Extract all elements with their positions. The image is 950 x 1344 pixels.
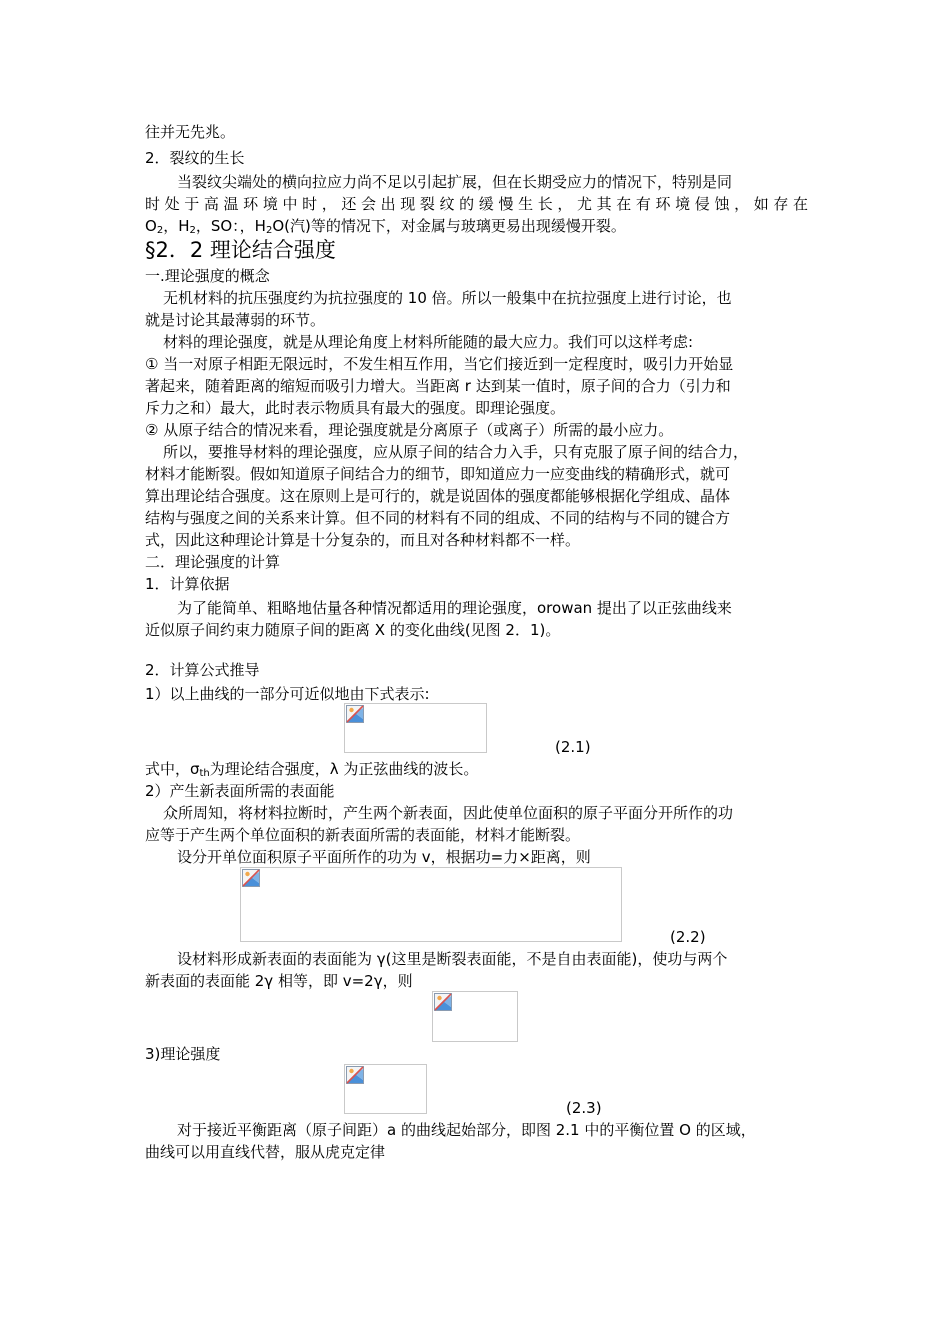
subsection-concept: 一.理论强度的概念: [145, 267, 270, 285]
paragraph-line: 无机材料的抗压强度约为抗拉强度的 10 倍。所以一般集中在抗拉强度上进行讨论，也: [163, 289, 732, 307]
broken-image-icon: [346, 1066, 364, 1084]
subsection-basis: 1．计算依据: [145, 575, 230, 593]
paragraph-line: 为了能简单、粗略地估量各种情况都适用的理论强度，orowan 提出了以正弦曲线来: [177, 599, 732, 617]
paragraph-line: 1）以上曲线的一部分可近似地由下式表示:: [145, 685, 430, 703]
subsection-derive: 2．计算公式推导: [145, 661, 260, 679]
paragraph-line: 式，因此这种理论计算是十分复杂的，而且对各种材料都不一样。: [145, 531, 581, 549]
equation-number: (2.3): [566, 1099, 602, 1117]
paragraph-line: 曲线可以用直线代替，服从虎克定律: [145, 1143, 386, 1161]
paragraph-line: 时处于高温环境中时，还会出现裂纹的缓慢生长，尤其在有环境侵蚀，如存在: [145, 195, 808, 213]
paragraph-line: ① 当一对原子相距无限远时，不发生相互作用，当它们接近到一定程度时，吸引力开始显: [145, 355, 734, 373]
paragraph-line: 新表面的表面能 2γ 相等，即 v=2γ，则: [145, 972, 413, 990]
paragraph-line: 设材料形成新表面的表面能为 γ(这里是断裂表面能，不是自由表面能)，使功与两个: [177, 950, 728, 968]
paragraph-line: 就是讨论其最薄弱的环节。: [145, 311, 326, 329]
equation-image-2-1: [344, 703, 487, 753]
subsection-crack-growth: 2．裂纹的生长: [145, 149, 245, 167]
subsection-theoretical-strength: 3)理论强度: [145, 1045, 221, 1063]
paragraph-line: $O_2$，$H_2$，SO：，$H_2O$(汽)等的情况下，对金属与玻璃更易出现缓慢开裂。: [145, 217, 626, 236]
paragraph-line: ② 从原子结合的情况来看，理论强度就是分离原子（或离子）所需的最小应力。: [145, 421, 674, 439]
paragraph-line: 往并无先兆。: [145, 123, 236, 141]
paragraph-line: 式中，$\sigma_{th}$为理论结合强度，λ 为正弦曲线的波长。: [145, 760, 479, 779]
paragraph-line: 设分开单位面积原子平面所作的功为 v，根据功=力×距离，则: [177, 848, 591, 866]
equation-image-2-3: [344, 1064, 427, 1114]
equation-number: (2.1): [555, 738, 591, 756]
paragraph-line: 对于接近平衡距离（原子间距）a 的曲线起始部分，即图 2.1 中的平衡位置 O 的区域，: [177, 1121, 756, 1139]
paragraph-line: 当裂纹尖端处的横向拉应力尚不足以引起扩展，但在长期受应力的情况下，特别是同: [177, 173, 733, 191]
equation-image-gamma: [432, 991, 518, 1042]
paragraph-line: 众所周知，将材料拉断时，产生两个新表面，因此使单位面积的原子平面分开所作的功: [163, 804, 734, 822]
paragraph-line: 材料的理论强度，就是从理论角度上材料所能随的最大应力。我们可以这样考虑:: [163, 333, 694, 351]
paragraph-line: 结构与强度之间的关系来计算。但不同的材料有不同的组成、不同的结构与不同的键合方: [145, 509, 731, 527]
paragraph-line: 应等于产生两个单位面积的新表面所需的表面能，材料才能断裂。: [145, 826, 581, 844]
subsection-calc: 二．理论强度的计算: [145, 553, 281, 571]
paragraph-line: 著起来，随着距离的缩短而吸引力增大。当距离 r 达到某一值时，原子间的合力（引力和: [145, 377, 731, 395]
broken-image-icon: [346, 705, 364, 723]
subsection-surface-energy: 2）产生新表面所需的表面能: [145, 782, 335, 800]
paragraph-line: 算出理论结合强度。这在原则上是可行的，就是说固体的强度都能够根据化学组成、晶体: [145, 487, 731, 505]
paragraph-line: 近似原子间约束力随原子间的距离 X 的变化曲线(见图 2．1)。: [145, 621, 561, 639]
paragraph-line: 所以，要推导材料的理论强度，应从原子间的结合力入手，只有克服了原子间的结合力，: [163, 443, 749, 461]
section-heading: §2．2 理论结合强度: [145, 238, 336, 262]
paragraph-line: 材料才能断裂。假如知道原子间结合力的细节，即知道应力一应变曲线的精确形式，就可: [145, 465, 731, 483]
paragraph-line: 斥力之和）最大，此时表示物质具有最大的强度。即理论强度。: [145, 399, 566, 417]
equation-number: (2.2): [670, 928, 706, 946]
broken-image-icon: [434, 993, 452, 1011]
equation-image-2-2: [240, 867, 622, 942]
broken-image-icon: [242, 869, 260, 887]
